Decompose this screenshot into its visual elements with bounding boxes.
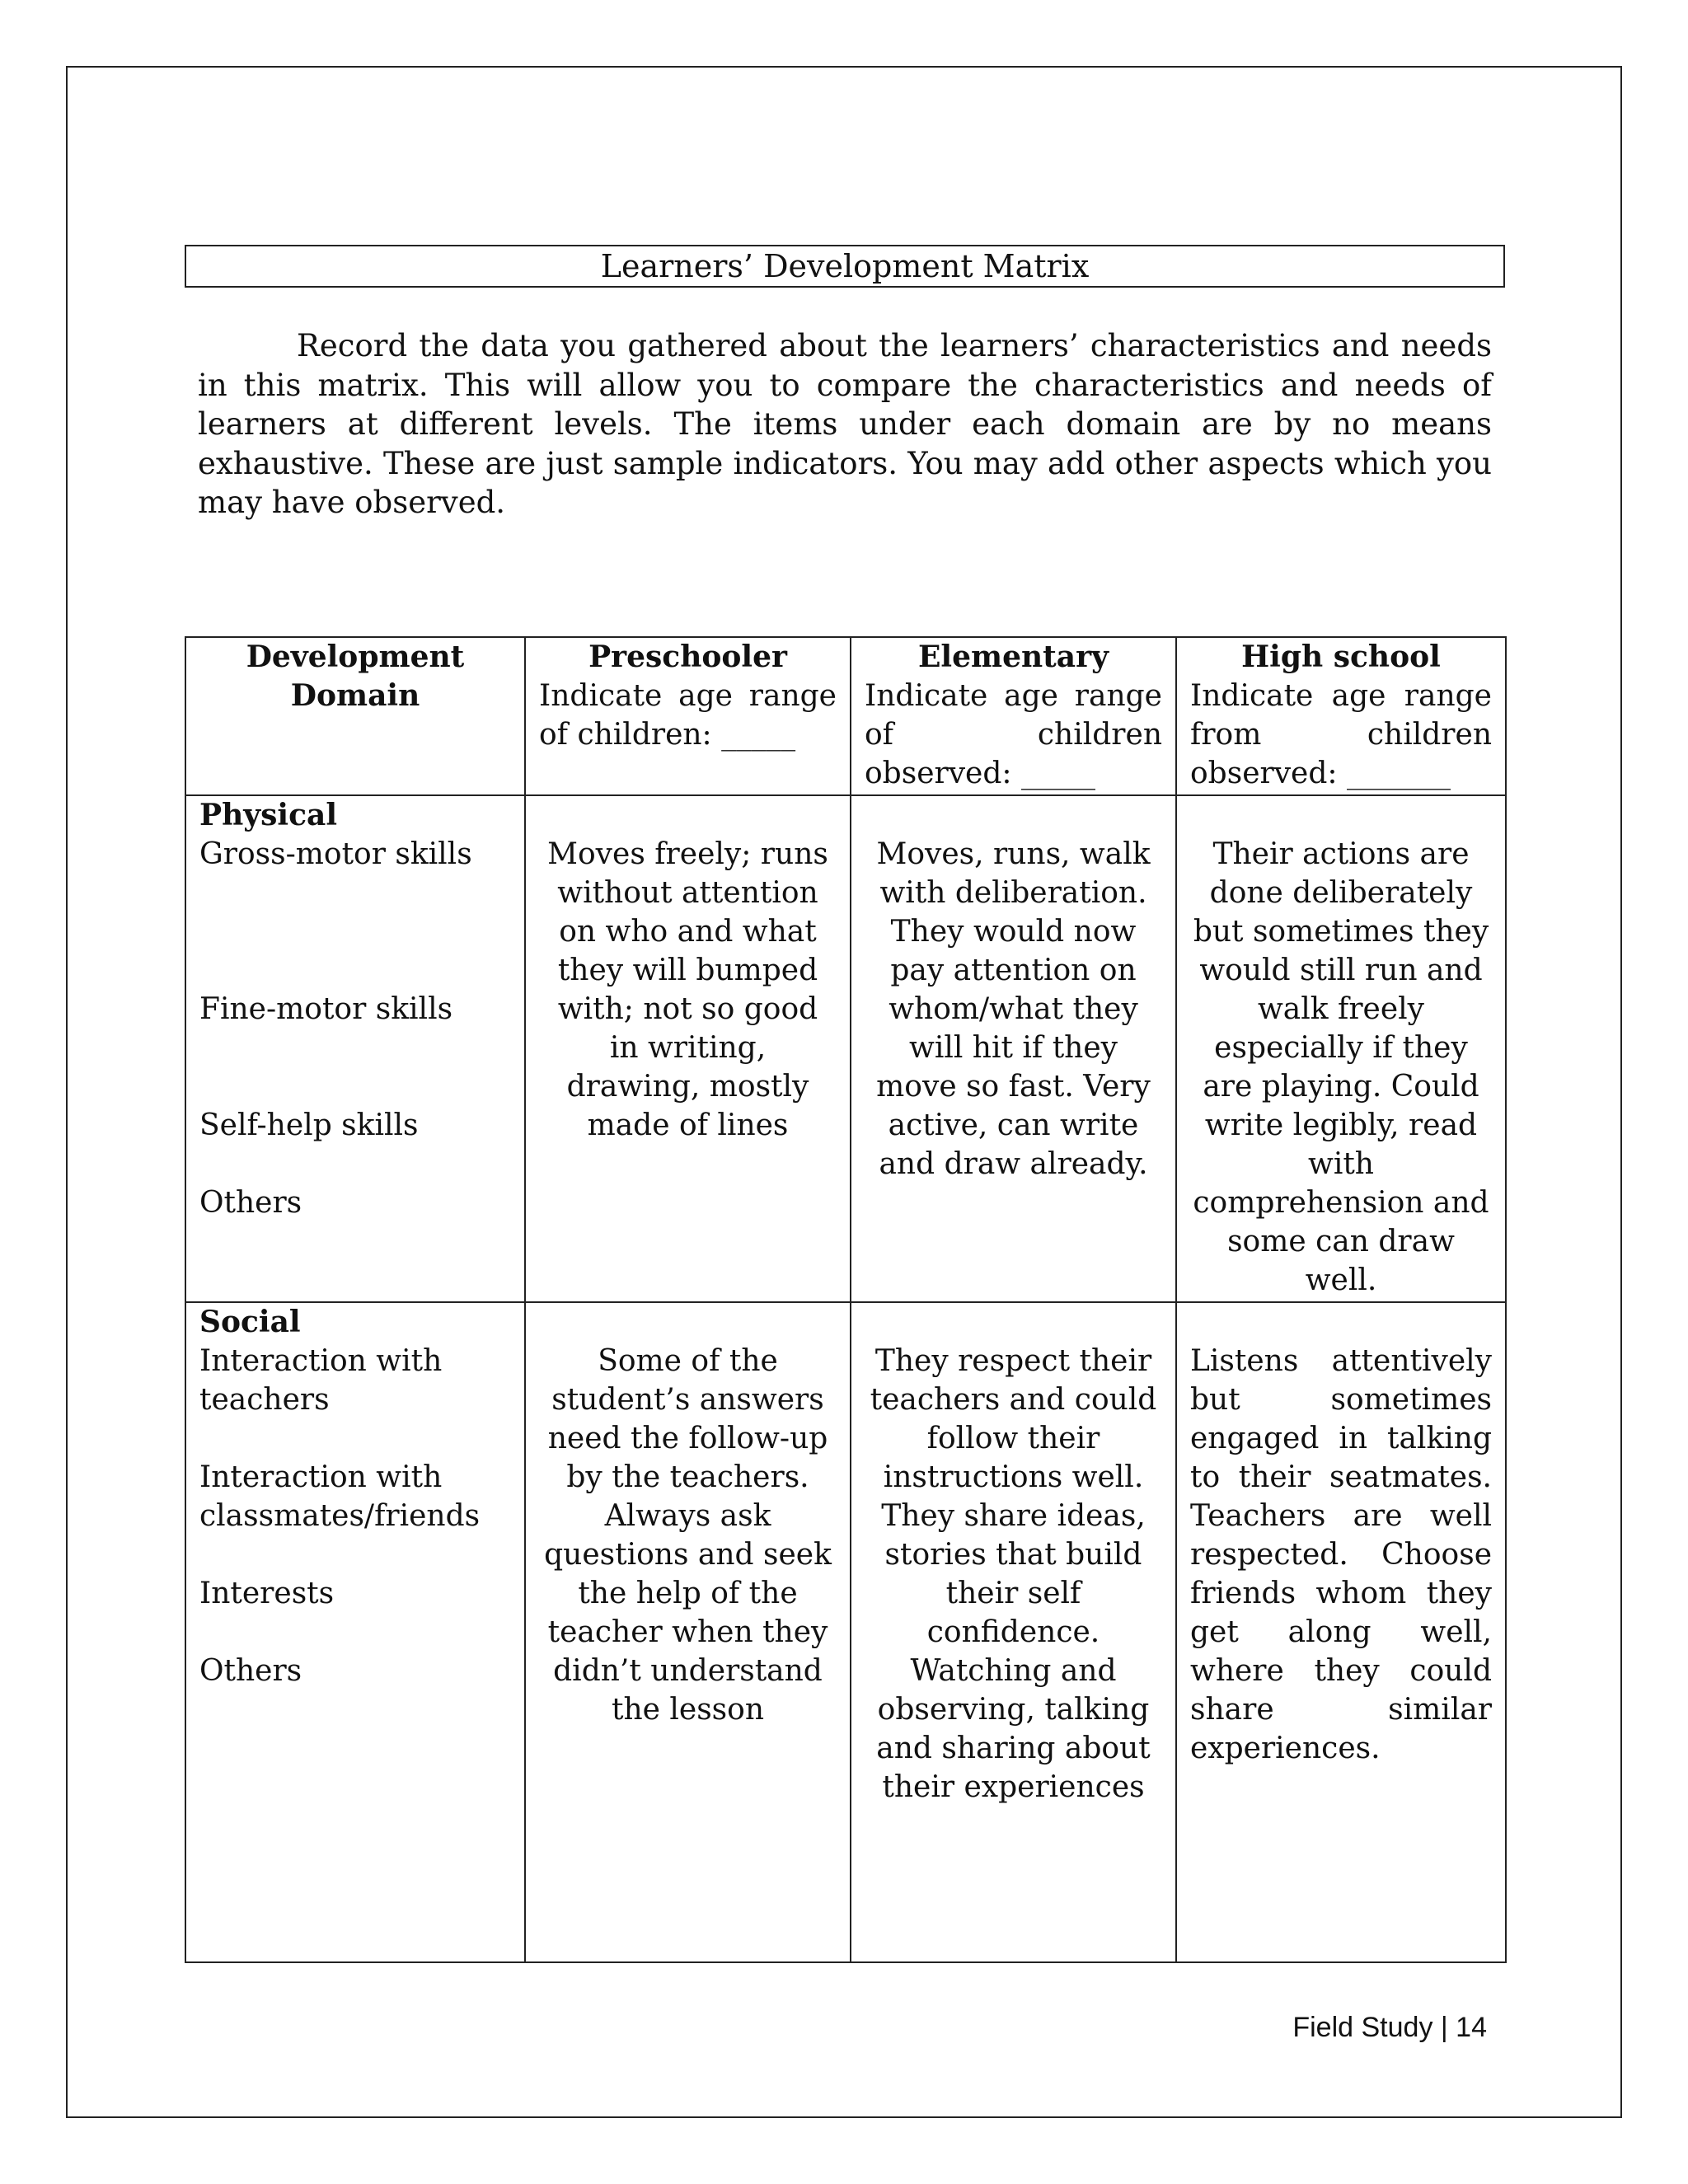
- physical-preschooler-cell: [525, 795, 851, 1302]
- header-highschool-age-prompt: Indicate age range from children observed: _______: [1190, 679, 1492, 790]
- header-preschooler: [525, 637, 851, 795]
- physical-highschool-cell: [1176, 795, 1506, 1302]
- physical-indicator-others: Others: [199, 1186, 302, 1220]
- physical-elementary-cell: [851, 795, 1176, 1302]
- social-indicator-others: Others: [199, 1654, 302, 1688]
- header-elementary: [851, 637, 1176, 795]
- header-elementary-title: Elementary: [917, 640, 1109, 674]
- social-domain-title: Social: [199, 1305, 301, 1339]
- social-highschool-text: Listens attentively but sometimes engaged in talking to their seatmates. Teachers are well respected. Choose friends whom they get along well, where they could share similar experiences.: [1190, 1344, 1492, 1765]
- physical-elementary-text: Moves, runs, walk with deliberation. They would now pay attention on whom/what they will hit if they move so fast. Very active, can write and draw already.: [876, 837, 1151, 1181]
- header-preschooler-age-prompt: Indicate age range of children: _____: [539, 679, 837, 752]
- development-matrix-table: [185, 636, 1507, 1963]
- header-highschool-title: High school: [1241, 640, 1441, 674]
- matrix-title: Learners’ Development Matrix: [185, 245, 1505, 288]
- social-highschool-cell: [1176, 1302, 1506, 1962]
- physical-domain-cell: [185, 795, 525, 1302]
- social-indicator-interests: Interests: [199, 1577, 335, 1610]
- social-elementary-cell: [851, 1302, 1176, 1962]
- social-elementary-text: They respect their teachers and could follow their instructions well. They share ideas, stories that build their self confidence. Watching and observing, talking and sharing about their experiences: [870, 1344, 1157, 1804]
- social-indicator-teachers: Interaction with teachers: [199, 1344, 443, 1417]
- physical-row: [185, 795, 1506, 1302]
- header-row: [185, 637, 1506, 795]
- physical-domain-title: Physical: [199, 798, 338, 832]
- physical-indicator-fine-motor: Fine-motor skills: [199, 992, 453, 1026]
- intro-paragraph: Record the data you gathered about the learners’ characteristics and needs in this matrix. This will allow you to compare the characteristics and needs of learners at different levels. The items under each domain are by no means exhaustive. These are just sample indicators. You may add other aspects which you may have observed.: [198, 328, 1492, 520]
- header-elementary-age-prompt: Indicate age range of children observed: _____: [865, 679, 1162, 790]
- header-domain-label: Development Domain: [246, 640, 465, 713]
- physical-indicator-gross-motor: Gross-motor skills: [199, 837, 472, 871]
- page-footer: Field Study | 14: [1292, 2012, 1487, 2043]
- header-highschool: [1176, 637, 1506, 795]
- social-domain-cell: [185, 1302, 525, 1962]
- physical-indicator-self-help: Self-help skills: [199, 1108, 419, 1142]
- physical-highschool-text: Their actions are done deliberately but sometimes they would still run and walk freely especially if they are playing. Could write legibly, read with comprehension and some can draw well.: [1193, 837, 1489, 1297]
- social-indicator-classmates: Interaction with classmates/friends: [199, 1460, 481, 1533]
- header-preschooler-title: Preschooler: [588, 640, 787, 674]
- social-preschooler-text: Some of the student’s answers need the follow-up by the teachers. Always ask questions and seek the help of the teacher when they didn’t understand the lesson: [544, 1344, 832, 1727]
- header-domain: [185, 637, 525, 795]
- social-preschooler-cell: [525, 1302, 851, 1962]
- social-row: [185, 1302, 1506, 1962]
- physical-preschooler-text: Moves freely; runs without attention on who and what they will bumped with; not so good in writing, drawing, mostly made of lines: [547, 837, 828, 1142]
